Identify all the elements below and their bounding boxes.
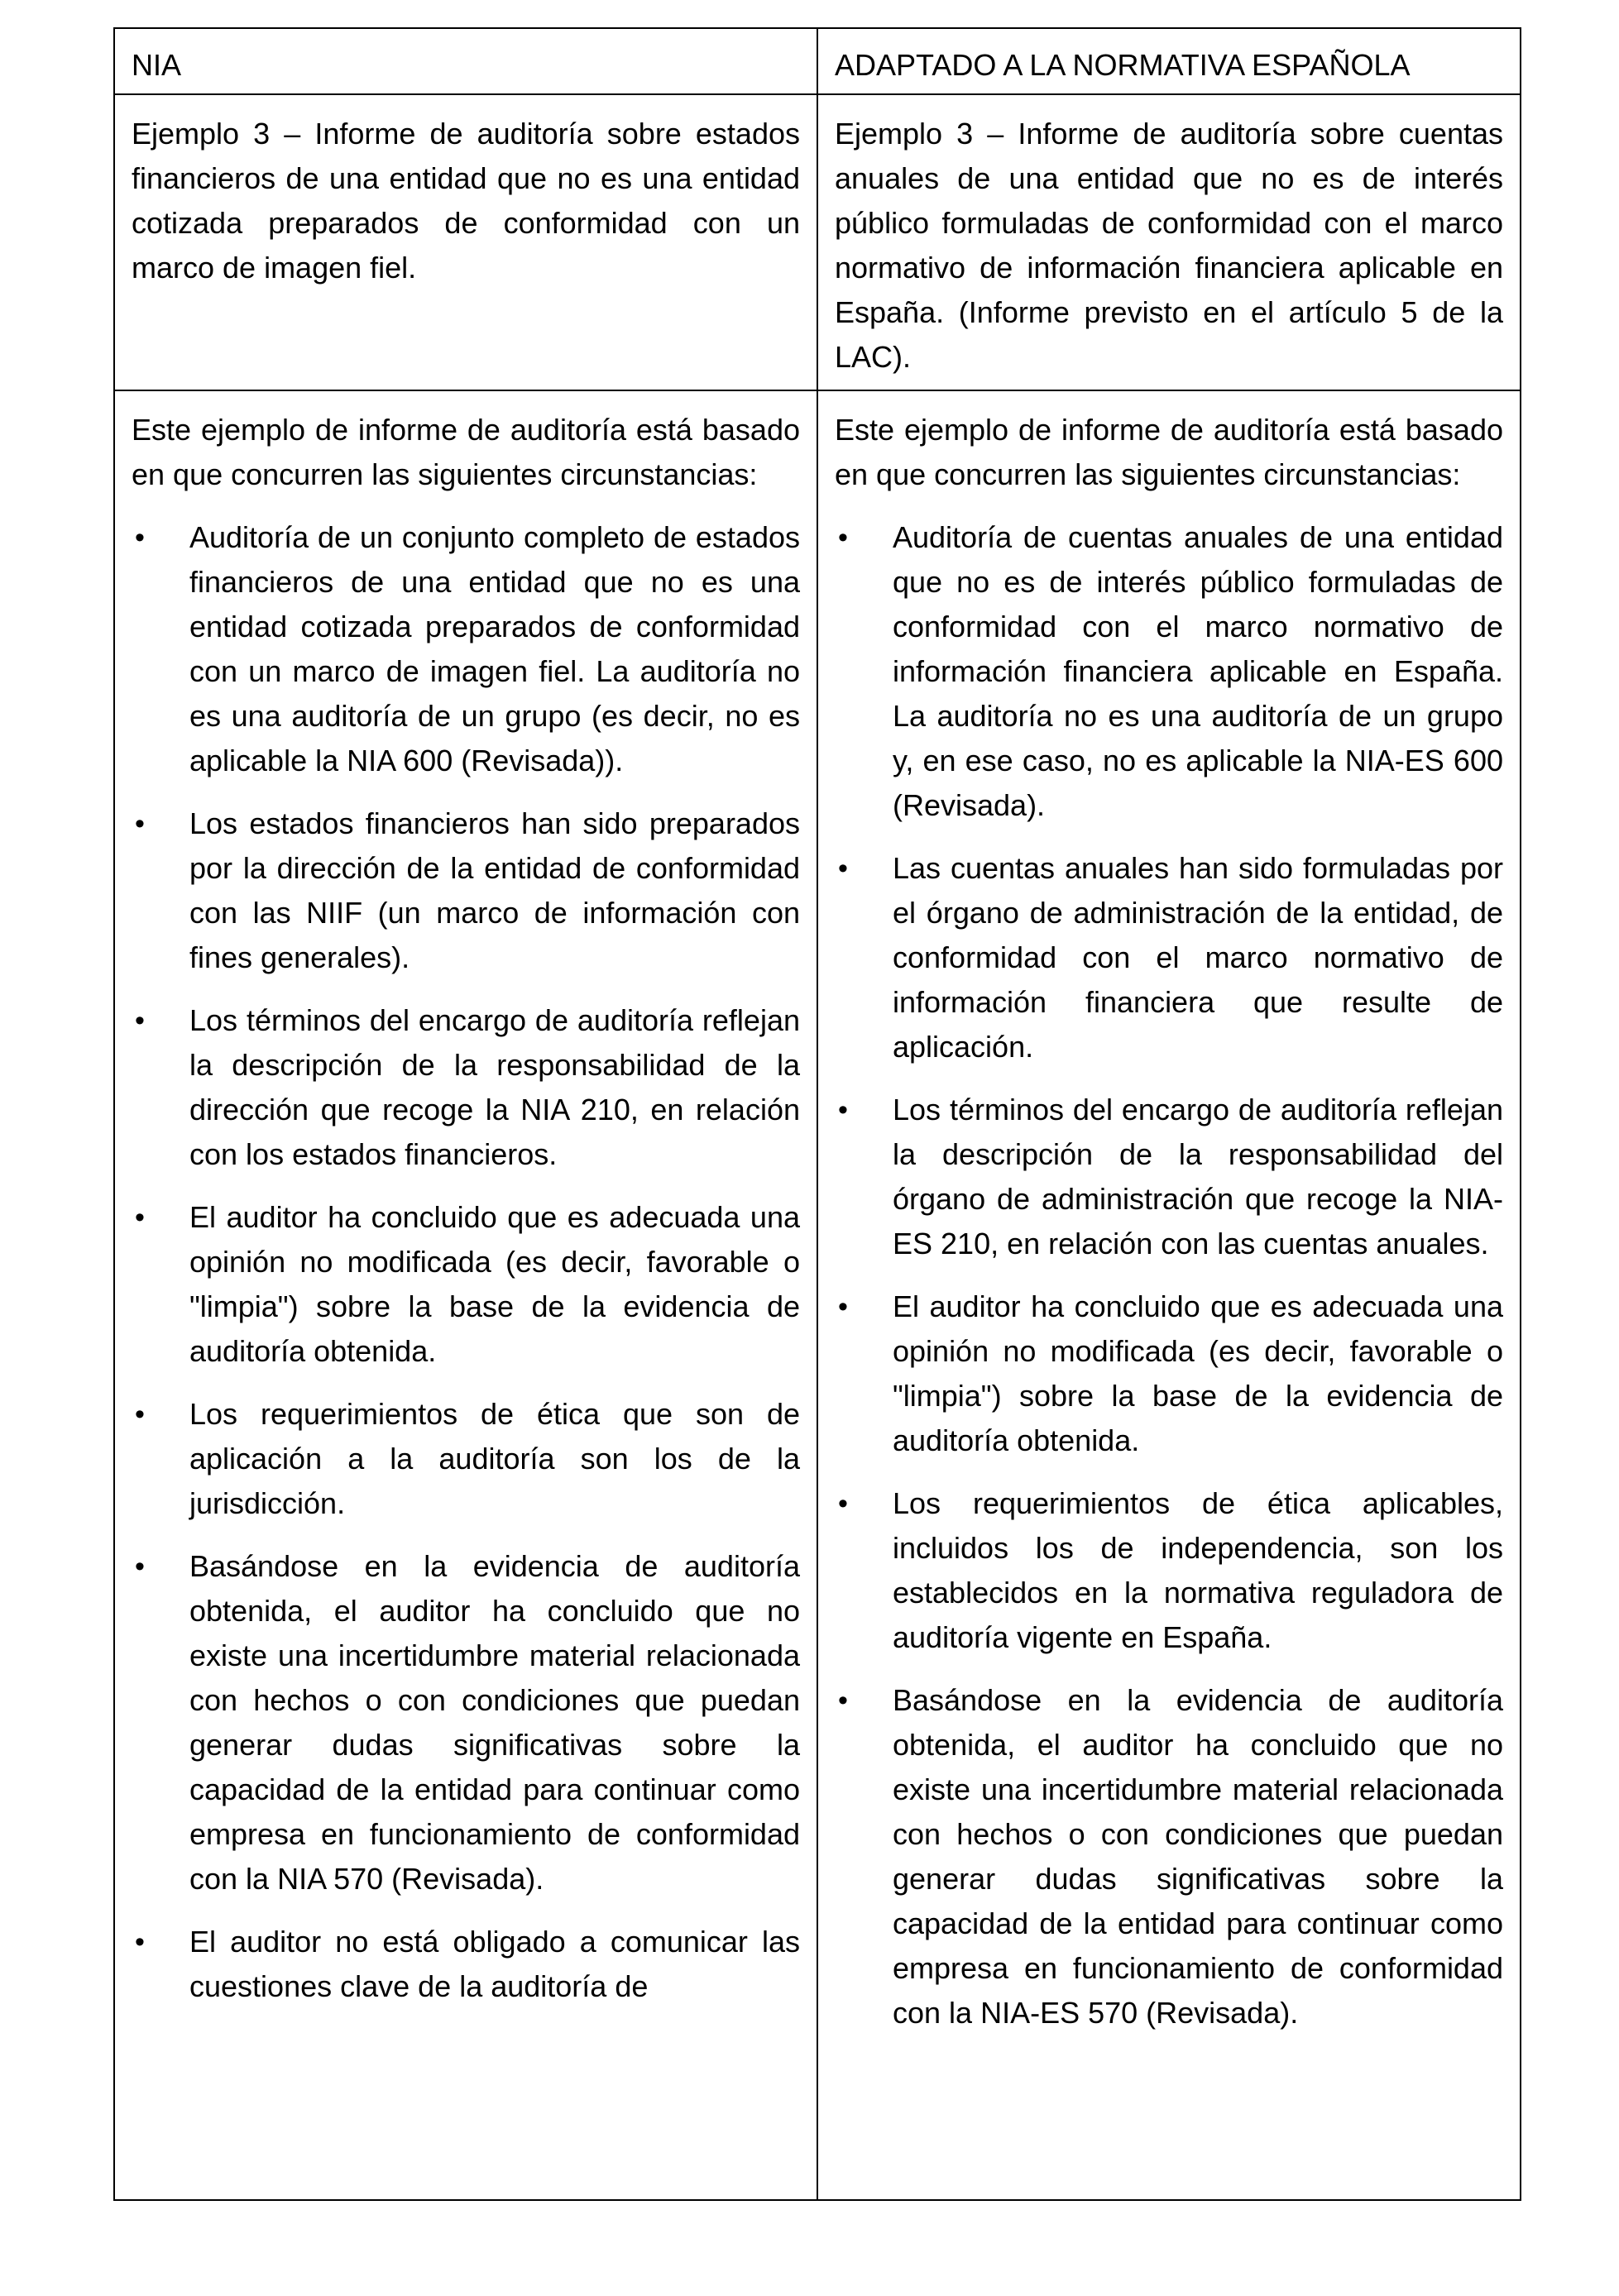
list-item-text: Los requerimientos de ética aplicables, incluidos los de independencia, son los establecidos en la normativa reguladora de auditoría vigente en España. bbox=[893, 1486, 1503, 1654]
example-title-row bbox=[114, 94, 1521, 390]
list-item-text: Auditoría de cuentas anuales de una entidad que no es de interés público formuladas de conformidad con el marco normativo de información financiera aplicable en España. La auditoría no es una auditoría de un grupo y, en ese caso, no es aplicable la NIA-ES 600 (Revisada). bbox=[893, 520, 1503, 822]
bullet-icon: • bbox=[838, 1291, 848, 1323]
bullet-icon: • bbox=[135, 808, 145, 839]
list-item-text: Las cuentas anuales han sido formuladas por el órgano de administración de la entidad, de conformidad con el marco normativo de información financiera que resulte de aplicación. bbox=[893, 851, 1503, 1064]
list-item bbox=[132, 801, 800, 980]
document-page bbox=[113, 27, 1520, 2201]
bullet-icon: • bbox=[135, 1399, 145, 1430]
list-item bbox=[132, 1195, 800, 1374]
list-item-text: Basándose en la evidencia de auditoría obtenida, el auditor ha concluido que no existe una incertidumbre material relacionada con hechos o con condiciones que puedan generar dudas significativas sobre la capacidad de la entidad para continuar como empresa en funcionamiento de conformidad con la NIA-ES 570 (Revisada). bbox=[893, 1683, 1503, 2030]
list-item-text: Los términos del encargo de auditoría reflejan la descripción de la responsabilidad del órgano de administración que recoge la NIA-ES 210, en relación con las cuentas anuales. bbox=[893, 1093, 1503, 1260]
list-item bbox=[132, 998, 800, 1177]
example-title-adapted: Ejemplo 3 – Informe de auditoría sobre cuentas anuales de una entidad que no es de interés público formuladas de conformidad con el marco normativo de información financiera aplicable en España. (Informe previsto en el artículo 5 de la LAC). bbox=[835, 117, 1503, 374]
header-label-adapted: ADAPTADO A LA NORMATIVA ESPAÑOLA bbox=[835, 48, 1411, 82]
list-item-text: El auditor ha concluido que es adecuada una opinión no modificada (es decir, favorable o "limpia") sobre la base de la evidencia de auditoría obtenida. bbox=[189, 1200, 800, 1368]
list-item-text: Auditoría de un conjunto completo de estados financieros de una entidad que no es una entidad cotizada preparados de conformidad con un marco de imagen fiel. La auditoría no es una auditoría de un grupo (es decir, no es aplicable la NIA 600 (Revisada)). bbox=[189, 520, 800, 777]
header-cell-nia bbox=[114, 28, 817, 94]
circumstances-cell-nia bbox=[114, 390, 817, 2200]
list-item-text: El auditor ha concluido que es adecuada una opinión no modificada (es decir, favorable o "limpia") sobre la base de la evidencia de auditoría obtenida. bbox=[893, 1289, 1503, 1457]
list-item bbox=[132, 515, 800, 783]
bullet-icon: • bbox=[838, 1685, 848, 1716]
circumstances-list-nia bbox=[132, 515, 800, 2009]
bullet-icon: • bbox=[135, 522, 145, 553]
list-item bbox=[835, 1481, 1503, 1660]
bullet-icon: • bbox=[135, 1005, 145, 1036]
list-item bbox=[132, 1544, 800, 1901]
bullet-icon: • bbox=[135, 1202, 145, 1233]
example-title-nia: Ejemplo 3 – Informe de auditoría sobre estados financieros de una entidad que no es una entidad cotizada preparados de conformidad con un marco de imagen fiel. bbox=[132, 117, 800, 285]
circumstances-intro-adapted: Este ejemplo de informe de auditoría está basado en que concurren las siguientes circunstancias: bbox=[835, 413, 1503, 491]
list-item bbox=[132, 1920, 800, 2009]
list-item-text: Los requerimientos de ética que son de aplicación a la auditoría son los de la jurisdicción. bbox=[189, 1397, 800, 1520]
example-title-cell-nia bbox=[114, 94, 817, 390]
bullet-icon: • bbox=[838, 1488, 848, 1519]
list-item-text: Los estados financieros han sido preparados por la dirección de la entidad de conformidad con las NIIF (un marco de información con fines generales). bbox=[189, 806, 800, 974]
list-item-text: Los términos del encargo de auditoría reflejan la descripción de la responsabilidad de la dirección que recoge la NIA 210, en relación con los estados financieros. bbox=[189, 1003, 800, 1171]
list-item bbox=[835, 1088, 1503, 1266]
list-item-text: Basándose en la evidencia de auditoría obtenida, el auditor ha concluido que no existe una incertidumbre material relacionada con hechos o con condiciones que puedan generar dudas significativas sobre la capacidad de la entidad para continuar como empresa en funcionamiento de conformidad con la NIA 570 (Revisada). bbox=[189, 1549, 800, 1896]
header-row bbox=[114, 28, 1521, 94]
bullet-icon: • bbox=[135, 1551, 145, 1582]
bullet-icon: • bbox=[838, 853, 848, 884]
bullet-icon: • bbox=[135, 1926, 145, 1958]
circumstances-list-adapted bbox=[835, 515, 1503, 2035]
list-item bbox=[835, 846, 1503, 1069]
bullet-icon: • bbox=[838, 1094, 848, 1126]
example-title-cell-adapted bbox=[817, 94, 1521, 390]
bullet-icon: • bbox=[838, 522, 848, 553]
header-cell-adapted bbox=[817, 28, 1521, 94]
header-label-nia: NIA bbox=[132, 48, 182, 82]
list-item bbox=[132, 1392, 800, 1526]
list-item bbox=[835, 1678, 1503, 2035]
list-item bbox=[835, 1284, 1503, 1463]
circumstances-intro-nia: Este ejemplo de informe de auditoría está basado en que concurren las siguientes circunstancias: bbox=[132, 413, 800, 491]
list-item-text: El auditor no está obligado a comunicar las cuestiones clave de la auditoría de bbox=[189, 1925, 800, 2003]
comparison-table bbox=[113, 27, 1521, 2201]
circumstances-cell-adapted bbox=[817, 390, 1521, 2200]
circumstances-row bbox=[114, 390, 1521, 2200]
list-item bbox=[835, 515, 1503, 828]
